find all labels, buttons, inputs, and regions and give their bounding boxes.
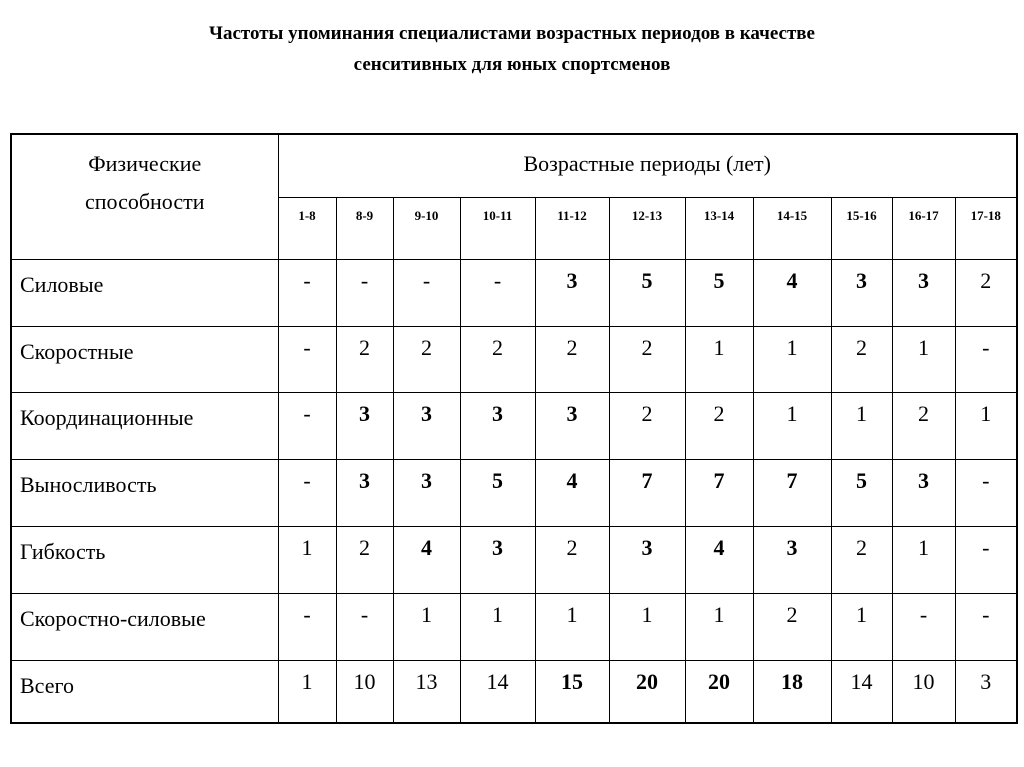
value-cell: 3: [955, 660, 1017, 723]
header-row: [11, 134, 1017, 197]
value-cell: 3: [393, 392, 460, 459]
value-cell: 14: [460, 660, 535, 723]
value-cell: 1: [460, 593, 535, 660]
value-cell: 7: [609, 459, 685, 526]
value-cell: 2: [609, 392, 685, 459]
value-cell: 1: [685, 326, 753, 392]
value-cell: -: [393, 259, 460, 326]
value-cell: 1: [753, 392, 831, 459]
value-cell: -: [278, 326, 336, 392]
value-cell: 7: [753, 459, 831, 526]
value-cell: 2: [955, 259, 1017, 326]
value-cell: -: [955, 526, 1017, 593]
value-cell: 3: [393, 459, 460, 526]
value-cell: 2: [685, 392, 753, 459]
value-cell: 4: [535, 459, 609, 526]
value-cell: 5: [460, 459, 535, 526]
value-cell: 2: [336, 526, 393, 593]
value-cell: 2: [831, 326, 892, 392]
period-header: 1-8: [278, 197, 336, 259]
row-label: Силовые: [11, 259, 278, 326]
value-cell: 2: [336, 326, 393, 392]
table-row: [11, 259, 1017, 326]
value-cell: 4: [753, 259, 831, 326]
value-cell: -: [278, 259, 336, 326]
value-cell: 15: [535, 660, 609, 723]
value-cell: 5: [609, 259, 685, 326]
value-cell: 3: [535, 259, 609, 326]
value-cell: 2: [609, 326, 685, 392]
period-header: 11-12: [535, 197, 609, 259]
value-cell: 5: [685, 259, 753, 326]
value-cell: 1: [393, 593, 460, 660]
row-label: Всего: [11, 660, 278, 723]
abilities-header: Физические способности: [11, 134, 278, 259]
row-label: Выносливость: [11, 459, 278, 526]
value-cell: 1: [892, 326, 955, 392]
value-cell: 18: [753, 660, 831, 723]
value-cell: -: [892, 593, 955, 660]
table-row: [11, 392, 1017, 459]
value-cell: 3: [892, 259, 955, 326]
value-cell: 10: [892, 660, 955, 723]
table-row: [11, 593, 1017, 660]
age-periods-header: Возрастные периоды (лет): [278, 134, 1017, 197]
value-cell: 20: [609, 660, 685, 723]
row-label: Скоростно-силовые: [11, 593, 278, 660]
value-cell: 4: [393, 526, 460, 593]
title-line-1: Частоты упоминания специалистами возрастных периодов в качестве: [209, 23, 815, 44]
value-cell: 7: [685, 459, 753, 526]
value-cell: 10: [336, 660, 393, 723]
value-cell: 20: [685, 660, 753, 723]
value-cell: -: [460, 259, 535, 326]
period-header: 15-16: [831, 197, 892, 259]
value-cell: 2: [753, 593, 831, 660]
period-header: 9-10: [393, 197, 460, 259]
row-label: Гибкость: [11, 526, 278, 593]
period-header: 14-15: [753, 197, 831, 259]
title-line-2: сенситивных для юных спортсменов: [353, 54, 671, 75]
value-cell: -: [336, 259, 393, 326]
row-label: Координационные: [11, 392, 278, 459]
value-cell: 2: [831, 526, 892, 593]
value-cell: 5: [831, 459, 892, 526]
period-header: 12-13: [609, 197, 685, 259]
value-cell: 1: [685, 593, 753, 660]
value-cell: 3: [609, 526, 685, 593]
value-cell: 1: [831, 593, 892, 660]
period-header: 8-9: [336, 197, 393, 259]
value-cell: -: [278, 392, 336, 459]
value-cell: -: [955, 593, 1017, 660]
table-row: [11, 526, 1017, 593]
value-cell: 1: [609, 593, 685, 660]
value-cell: 3: [336, 459, 393, 526]
value-cell: 2: [535, 526, 609, 593]
value-cell: -: [278, 593, 336, 660]
period-header: 16-17: [892, 197, 955, 259]
value-cell: 1: [535, 593, 609, 660]
value-cell: 14: [831, 660, 892, 723]
value-cell: -: [955, 326, 1017, 392]
value-cell: 1: [955, 392, 1017, 459]
value-cell: 3: [460, 392, 535, 459]
value-cell: 3: [535, 392, 609, 459]
value-cell: 1: [892, 526, 955, 593]
value-cell: 1: [278, 660, 336, 723]
period-header: 10-11: [460, 197, 535, 259]
value-cell: 3: [753, 526, 831, 593]
value-cell: 2: [892, 392, 955, 459]
table-row: [11, 326, 1017, 392]
value-cell: 2: [535, 326, 609, 392]
value-cell: -: [278, 459, 336, 526]
table-row: [11, 660, 1017, 723]
value-cell: 2: [393, 326, 460, 392]
value-cell: 2: [460, 326, 535, 392]
value-cell: 1: [753, 326, 831, 392]
value-cell: 1: [278, 526, 336, 593]
value-cell: -: [336, 593, 393, 660]
value-cell: 1: [831, 392, 892, 459]
value-cell: 13: [393, 660, 460, 723]
value-cell: 3: [336, 392, 393, 459]
sensitive-periods-table: [10, 133, 1018, 724]
table-row: [11, 459, 1017, 526]
period-header: 13-14: [685, 197, 753, 259]
value-cell: 3: [892, 459, 955, 526]
value-cell: -: [955, 459, 1017, 526]
value-cell: 3: [460, 526, 535, 593]
row-label: Скоростные: [11, 326, 278, 392]
value-cell: 3: [831, 259, 892, 326]
document-title: [0, 18, 1024, 80]
value-cell: 4: [685, 526, 753, 593]
period-header: 17-18: [955, 197, 1017, 259]
